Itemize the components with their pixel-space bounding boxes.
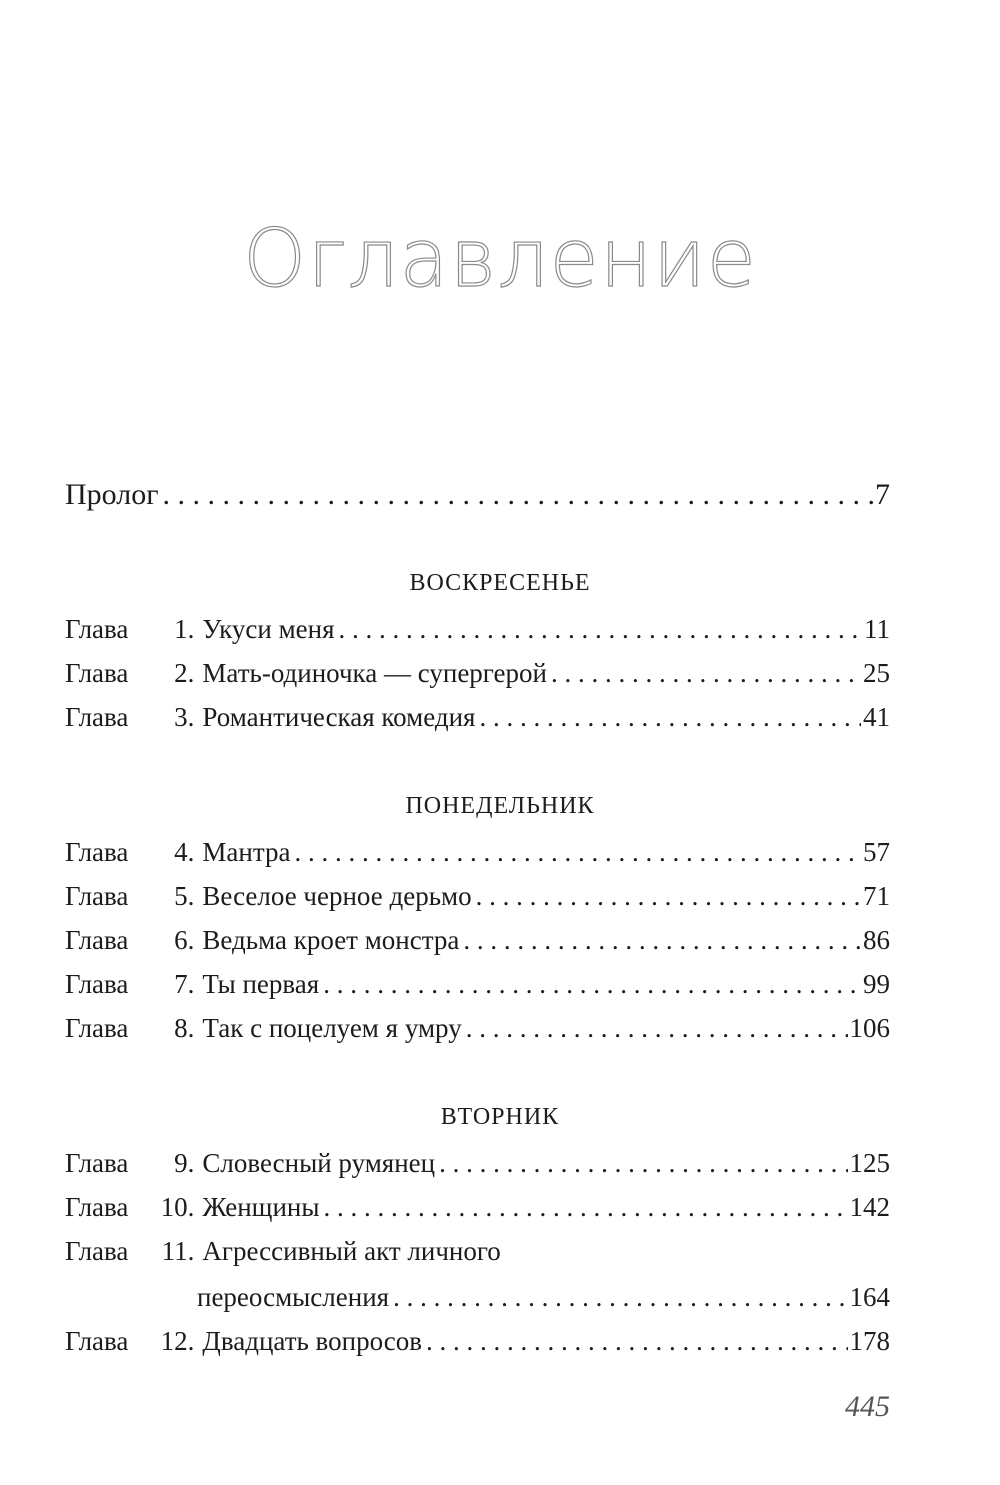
toc-entry[interactable] xyxy=(65,1234,890,1268)
leader-dots xyxy=(339,612,862,646)
section-heading: ВТОРНИК xyxy=(440,1104,560,1130)
chapter-label: Глава xyxy=(65,1236,129,1266)
chapter-label: Глава xyxy=(65,1013,129,1043)
chapter-page: 11 xyxy=(864,614,890,644)
chapter-page: 71 xyxy=(863,881,890,911)
toc-entry[interactable] xyxy=(65,835,890,869)
leader-dots xyxy=(439,1146,847,1180)
chapter-number: 8. xyxy=(174,1013,195,1043)
chapter-page: 99 xyxy=(863,969,890,999)
chapter-title: Мантра xyxy=(202,837,291,867)
chapter-title: Так с поцелуем я умру xyxy=(202,1013,462,1043)
chapter-page: 178 xyxy=(849,1326,890,1356)
toc-entry[interactable] xyxy=(65,612,890,646)
entry-title: Пролог xyxy=(65,478,159,511)
toc-entry[interactable] xyxy=(65,879,890,913)
leader-dots xyxy=(551,656,861,690)
chapter-page: 142 xyxy=(849,1192,890,1222)
toc-entry[interactable] xyxy=(65,1324,890,1358)
chapter-title: Ты первая xyxy=(202,969,320,999)
chapter-title: Романтическая комедия xyxy=(202,702,476,732)
leader-dots xyxy=(163,478,873,512)
chapter-number: 7. xyxy=(174,969,195,999)
chapter-number: 5. xyxy=(174,881,195,911)
chapter-title-continuation: переосмысления xyxy=(197,1282,390,1312)
chapter-page: 106 xyxy=(849,1013,890,1043)
leader-dots xyxy=(476,879,861,913)
entry-page: 7 xyxy=(875,478,890,511)
page-number: 445 xyxy=(845,1390,890,1423)
toc-entry-continuation[interactable] xyxy=(197,1280,890,1314)
chapter-label: Глава xyxy=(65,614,129,644)
chapter-page: 57 xyxy=(863,837,890,867)
chapter-title: Двадцать вопросов xyxy=(202,1326,422,1356)
chapter-page: 164 xyxy=(849,1282,890,1312)
chapter-title: Агрессивный акт личного xyxy=(202,1236,501,1266)
chapter-page: 41 xyxy=(863,702,890,732)
toc-entry[interactable] xyxy=(65,1011,890,1045)
chapter-title: Словесный румянец xyxy=(202,1148,436,1178)
chapter-title: Веселое черное дерьмо xyxy=(202,881,472,911)
chapter-label: Глава xyxy=(65,881,129,911)
chapter-page: 25 xyxy=(863,658,890,688)
chapter-label: Глава xyxy=(65,1326,129,1356)
toc-entry[interactable] xyxy=(65,1146,890,1180)
toc-entry[interactable] xyxy=(65,1190,890,1224)
leader-dots xyxy=(466,1011,848,1045)
chapter-title: Женщины xyxy=(202,1192,320,1222)
chapter-page: 86 xyxy=(863,925,890,955)
toc-entry[interactable] xyxy=(65,656,890,690)
chapter-label: Глава xyxy=(65,1192,129,1222)
chapter-label: Глава xyxy=(65,702,129,732)
chapter-number: 4. xyxy=(174,837,195,867)
chapter-label: Глава xyxy=(65,837,129,867)
chapter-label: Глава xyxy=(65,925,129,955)
chapter-label: Глава xyxy=(65,969,129,999)
chapter-title: Мать-одиночка — супергерой xyxy=(202,658,547,688)
leader-dots xyxy=(294,835,861,869)
toc-entry[interactable] xyxy=(65,700,890,734)
chapter-number: 9. xyxy=(174,1148,195,1178)
leader-dots xyxy=(393,1280,847,1314)
chapter-title: Ведьма кроет монстра xyxy=(202,925,460,955)
leader-dots xyxy=(324,1190,848,1224)
toc-entry-prolog[interactable] xyxy=(65,478,890,512)
chapter-label: Глава xyxy=(65,658,129,688)
chapter-number: 1. xyxy=(174,614,195,644)
section-heading: ПОНЕДЕЛЬНИК xyxy=(405,793,595,819)
toc-heading: Оглавление xyxy=(243,212,757,305)
chapter-number: 3. xyxy=(174,702,195,732)
chapter-title: Укуси меня xyxy=(202,614,335,644)
leader-dots xyxy=(426,1324,848,1358)
leader-dots xyxy=(479,700,861,734)
chapter-number: 10. xyxy=(160,1192,195,1222)
toc-entry[interactable] xyxy=(65,923,890,957)
chapter-number: 6. xyxy=(174,925,195,955)
section-heading: ВОСКРЕСЕНЬЕ xyxy=(409,570,591,596)
chapter-page: 125 xyxy=(849,1148,890,1178)
toc-entry[interactable] xyxy=(65,967,890,1001)
chapter-number: 11. xyxy=(161,1236,195,1266)
chapter-number: 12. xyxy=(160,1326,195,1356)
leader-dots xyxy=(323,967,861,1001)
chapter-number: 2. xyxy=(174,658,195,688)
leader-dots xyxy=(463,923,861,957)
chapter-label: Глава xyxy=(65,1148,129,1178)
